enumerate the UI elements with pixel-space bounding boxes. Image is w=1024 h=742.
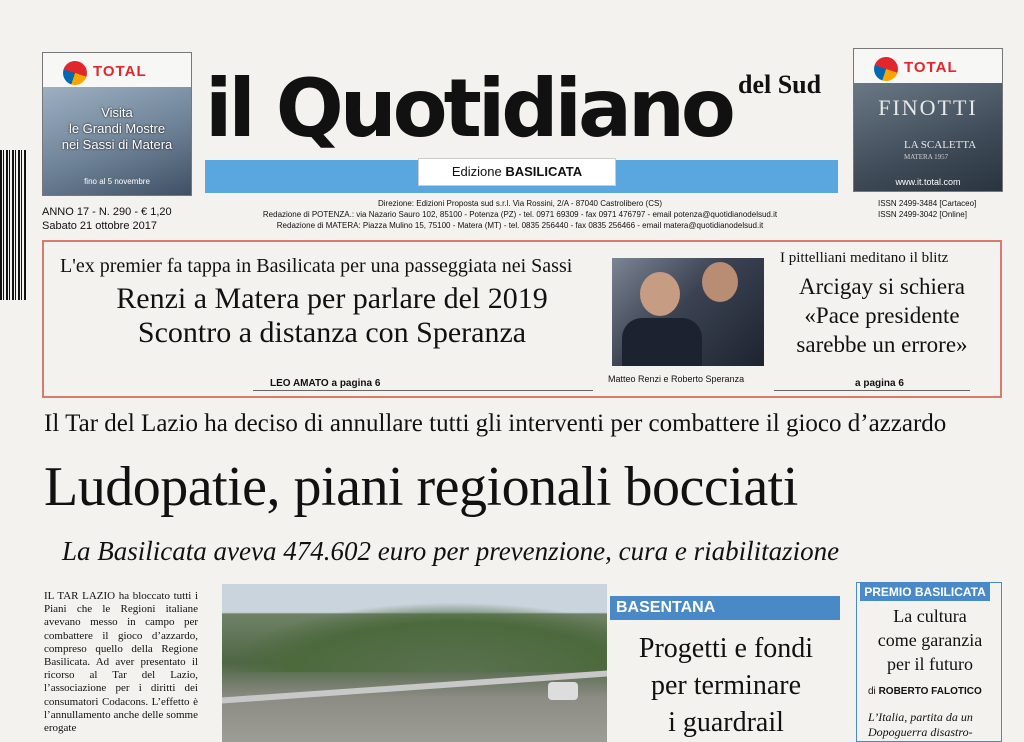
ad-left-message [47,105,187,153]
total-logo-icon [63,61,87,85]
side-story-headline-line3: sarebbe un errore» [796,332,968,357]
ad-left-line1: Visita [101,105,133,120]
ad-left-brand: TOTAL [93,63,147,80]
ad-left-line2: le Grandi Mostre [68,121,166,136]
photo-caption: Matteo Renzi e Roberto Speranza [608,374,745,384]
basentana-headline-line1: Progetti e fondi [638,633,814,664]
side-story-headline-line2: «Pace presidente [804,303,960,328]
photo-figure [640,272,680,316]
main-story-headline[interactable]: Ludopatie, piani regionali bocciati [44,456,798,518]
issue-date: Sabato 21 ottobre 2017 [42,220,157,232]
top-story-headline-line1: Renzi a Matera per parlare del 2019 [116,282,548,315]
issue-number: ANNO 17 - N. 290 - € 1,20 [42,206,172,218]
basentana-headline-line2: per terminare [650,670,802,701]
imprint-matera: Redazione di MATERA: Piazza Mulino 15, 75100 - Matera (MT) - tel. 0835 256440 - fax 0835 256466 - email matera@quotidianodelsud.it [276,221,764,230]
premio-author: ROBERTO FALOTICO [878,686,982,697]
premio-by-prefix: di [868,686,876,697]
main-story-body: IL TAR LAZIO ha bloccato tutti i Piani che le Regioni italiane avevano messo in campo per combattere il gioco d’azzardo, compreso quello della Regione Basilicata. Ad aver presentato il ricorso al Tar del Lazio, l’associazione per i diritti dei consumatori Codacons. L’effetto è l’annullamento anche delle somme erogate [44,590,198,735]
imprint [215,198,825,231]
basentana-headline[interactable] [612,630,840,741]
photo-car [548,682,578,700]
top-story-headline[interactable] [72,282,592,350]
masthead-subtitle: del Sud [738,70,822,99]
premio-text: L’Italia, partita da un Dopoguerra disastro- [868,710,973,739]
ad-left-small: fino al 5 novembre [84,177,150,186]
premio-headline[interactable] [860,604,1000,676]
premio-byline [868,686,982,697]
imprint-potenza: Redazione di POTENZA.: via Nazario Sauro 102, 85100 - Potenza (PZ) - tel. 0971 69309 - fax 0971 476797 - email potenza@quotidianodelsud.it [262,210,778,219]
edition-label [418,158,616,186]
ad-left[interactable] [42,52,192,196]
ad-right[interactable] [853,48,1003,192]
basentana-headline-line3: i guardrail [668,707,784,738]
main-story-subhead: La Basilicata aveva 474.602 euro per prevenzione, cura e riabilitazione [62,536,840,566]
total-logo-icon [874,57,898,81]
divider [774,390,970,391]
main-story-kicker: Il Tar del Lazio ha deciso di annullare tutti gli interventi per combattere il gioco d’azzardo [44,410,947,437]
premio-label: PREMIO BASILICATA [860,583,990,601]
edition-prefix: Edizione [451,164,502,179]
photo-figure [622,318,702,366]
side-story-headline[interactable] [772,272,992,359]
basentana-label: BASENTANA [610,596,840,620]
premio-headline-line2: come garanzia [877,630,983,650]
top-story-headline-line2: Scontro a distanza con Speranza [137,316,527,349]
imprint-direction: Direzione: Edizioni Proposta sud s.r.l. Via Rossini, 2/A - 87040 Castrolibero (CS) [378,199,662,208]
issn-print: ISSN 2499-3484 [Cartaceo] [878,199,977,208]
issn-online: ISSN 2499-3042 [Online] [878,210,967,219]
top-story-kicker: L'ex premier fa tappa in Basilicata per una passeggiata nei Sassi [60,255,573,277]
issn [878,198,976,220]
ad-right-url: www.it.total.com [895,177,961,187]
barcode [0,150,26,300]
photo-hill [222,602,607,672]
masthead-title: il Quotidiano [205,62,732,155]
photo-figure [702,262,738,302]
ad-left-line3: nei Sassi di Matera [61,137,173,152]
side-story-headline-line1: Arcigay si schiera [798,274,966,299]
top-story-byline: LEO AMATO a pagina 6 [270,378,381,389]
ad-right-brand: TOTAL [904,59,958,76]
edition-region: BASILICATA [505,164,583,179]
divider [253,390,593,391]
side-story-ref: a pagina 6 [855,378,904,389]
side-story-kicker: I pittelliani meditano il blitz [780,250,949,266]
premio-headline-line3: per il futuro [887,654,973,674]
ad-right-sub2: MATERA 1957 [904,153,949,161]
premio-headline-line1: La cultura [893,606,967,626]
ad-right-sub: LA SCALETTA [904,139,977,151]
ad-right-name: FINOTTI [878,95,978,120]
issue-info [42,205,172,233]
